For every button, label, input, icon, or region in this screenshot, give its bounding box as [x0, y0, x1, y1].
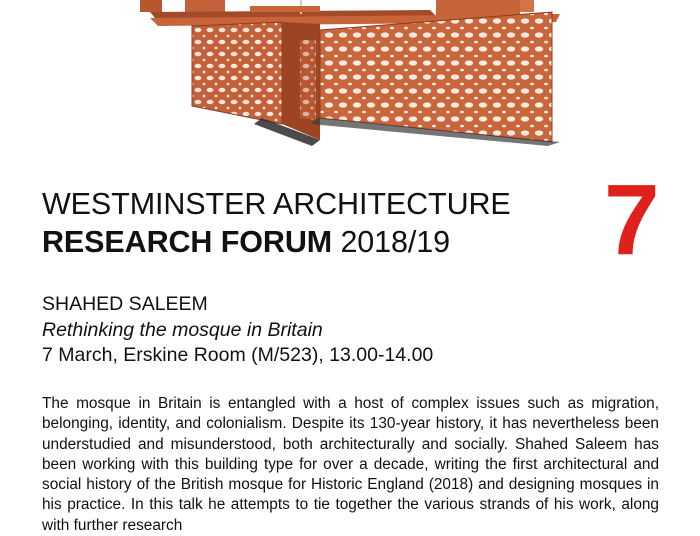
forum-year: 2018/19 [340, 225, 450, 259]
talk-title: Rethinking the mosque in Britain [42, 319, 323, 341]
forum-title-line1: WESTMINSTER ARCHITECTURE [42, 187, 511, 221]
speaker-name: SHAHED SALEEM [42, 293, 208, 315]
left-screen [192, 22, 282, 124]
forum-title-bold: RESEARCH FORUM [42, 225, 333, 259]
mosque-model-illustration [0, 0, 700, 160]
forum-title-line2 [42, 225, 450, 259]
date-location: 7 March, Erskine Room (M/523), 13.00-14.00 [42, 344, 434, 366]
session-number: 7 [604, 164, 660, 276]
talk-abstract: The mosque in Britain is entangled with a host of complex issues such as migration, belonging, identity, and colonialism. Despite its 130-year history, it has nevertheless been understudied and misunderstood, both architecturally and socially. Shahed Saleem has been working with this building type for over a decade, writing the first architectural and social history of the British mosque for Historic England (2018) and designing mosques in his practice. In this talk he attempts to tie together the various strands of his work, along with further research [42, 395, 659, 534]
